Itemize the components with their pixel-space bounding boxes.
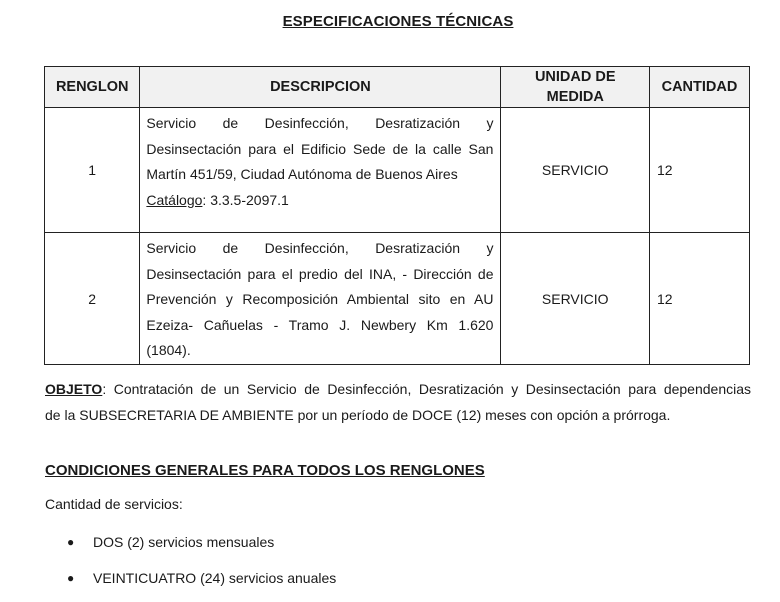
desc-line: Desinsectación para el predio del INA, - Dirección de — [146, 265, 494, 282]
list-item — [67, 564, 336, 600]
list-item-text: DOS (2) servicios mensuales — [93, 534, 275, 550]
row-cantidad: 12 — [649, 108, 749, 233]
row-descripcion — [140, 108, 501, 233]
objeto-paragraph — [45, 376, 751, 428]
bullet-icon: ● — [67, 571, 75, 585]
objeto-text1: : Contratación de un Servicio de Desinfección, Desratización y Desinsectación para dependencias — [102, 381, 751, 397]
desc-line: Prevención y Recomposición Ambiental sito en AU — [146, 291, 494, 307]
conditions-heading: CONDICIONES GENERALES PARA TODOS LOS RENGLONES — [45, 462, 485, 479]
desc-line: (1804). — [146, 342, 191, 358]
header-unidad — [501, 67, 649, 108]
desc-line: Martín 451/59, Ciudad Autónoma de Buenos Aires — [146, 166, 458, 182]
list-item — [67, 528, 336, 564]
header-descripcion: DESCRIPCION — [140, 67, 501, 108]
catalog-line — [146, 188, 493, 214]
list-item-text: VEINTICUATRO (24) servicios anuales — [93, 570, 337, 586]
row-unidad: SERVICIO — [501, 108, 649, 233]
header-unidad-line1: UNIDAD DE — [534, 69, 616, 85]
table-row — [45, 108, 750, 233]
objeto-line1 — [45, 376, 751, 402]
table-header-row — [45, 67, 750, 108]
bullet-icon: ● — [67, 535, 75, 549]
objeto-label: OBJETO — [45, 381, 103, 397]
header-unidad-line2: MEDIDA — [546, 89, 604, 105]
header-cantidad: CANTIDAD — [649, 67, 749, 108]
table-row — [45, 233, 750, 365]
row-cantidad: 12 — [649, 233, 749, 365]
header-renglon: RENGLON — [45, 67, 140, 108]
desc-line: Servicio de Desinfección, Desratización y — [146, 115, 494, 131]
desc-line: Servicio de Desinfección, Desratización y — [146, 240, 494, 256]
row-descripcion — [140, 233, 501, 365]
row-unidad: SERVICIO — [501, 233, 649, 365]
conditions-list — [67, 528, 336, 600]
desc-line: Ezeiza- Cañuelas - Tramo J. Newbery Km 1.620 — [146, 316, 494, 333]
desc-line: Desinsectación para el Edificio Sede de la calle San — [146, 140, 494, 157]
row-renglon: 2 — [45, 233, 140, 365]
row-renglon: 1 — [45, 108, 140, 233]
conditions-intro: Cantidad de servicios: — [45, 496, 183, 512]
specs-table — [44, 66, 750, 365]
catalog-value: : 3.3.5-2097.1 — [202, 191, 289, 208]
page-title: ESPECIFICACIONES TÉCNICAS — [282, 13, 514, 30]
objeto-line2: de la SUBSECRETARIA DE AMBIENTE por un período de DOCE (12) meses con opción a prórroga. — [45, 407, 671, 423]
catalog-label: Catálogo — [146, 191, 203, 208]
